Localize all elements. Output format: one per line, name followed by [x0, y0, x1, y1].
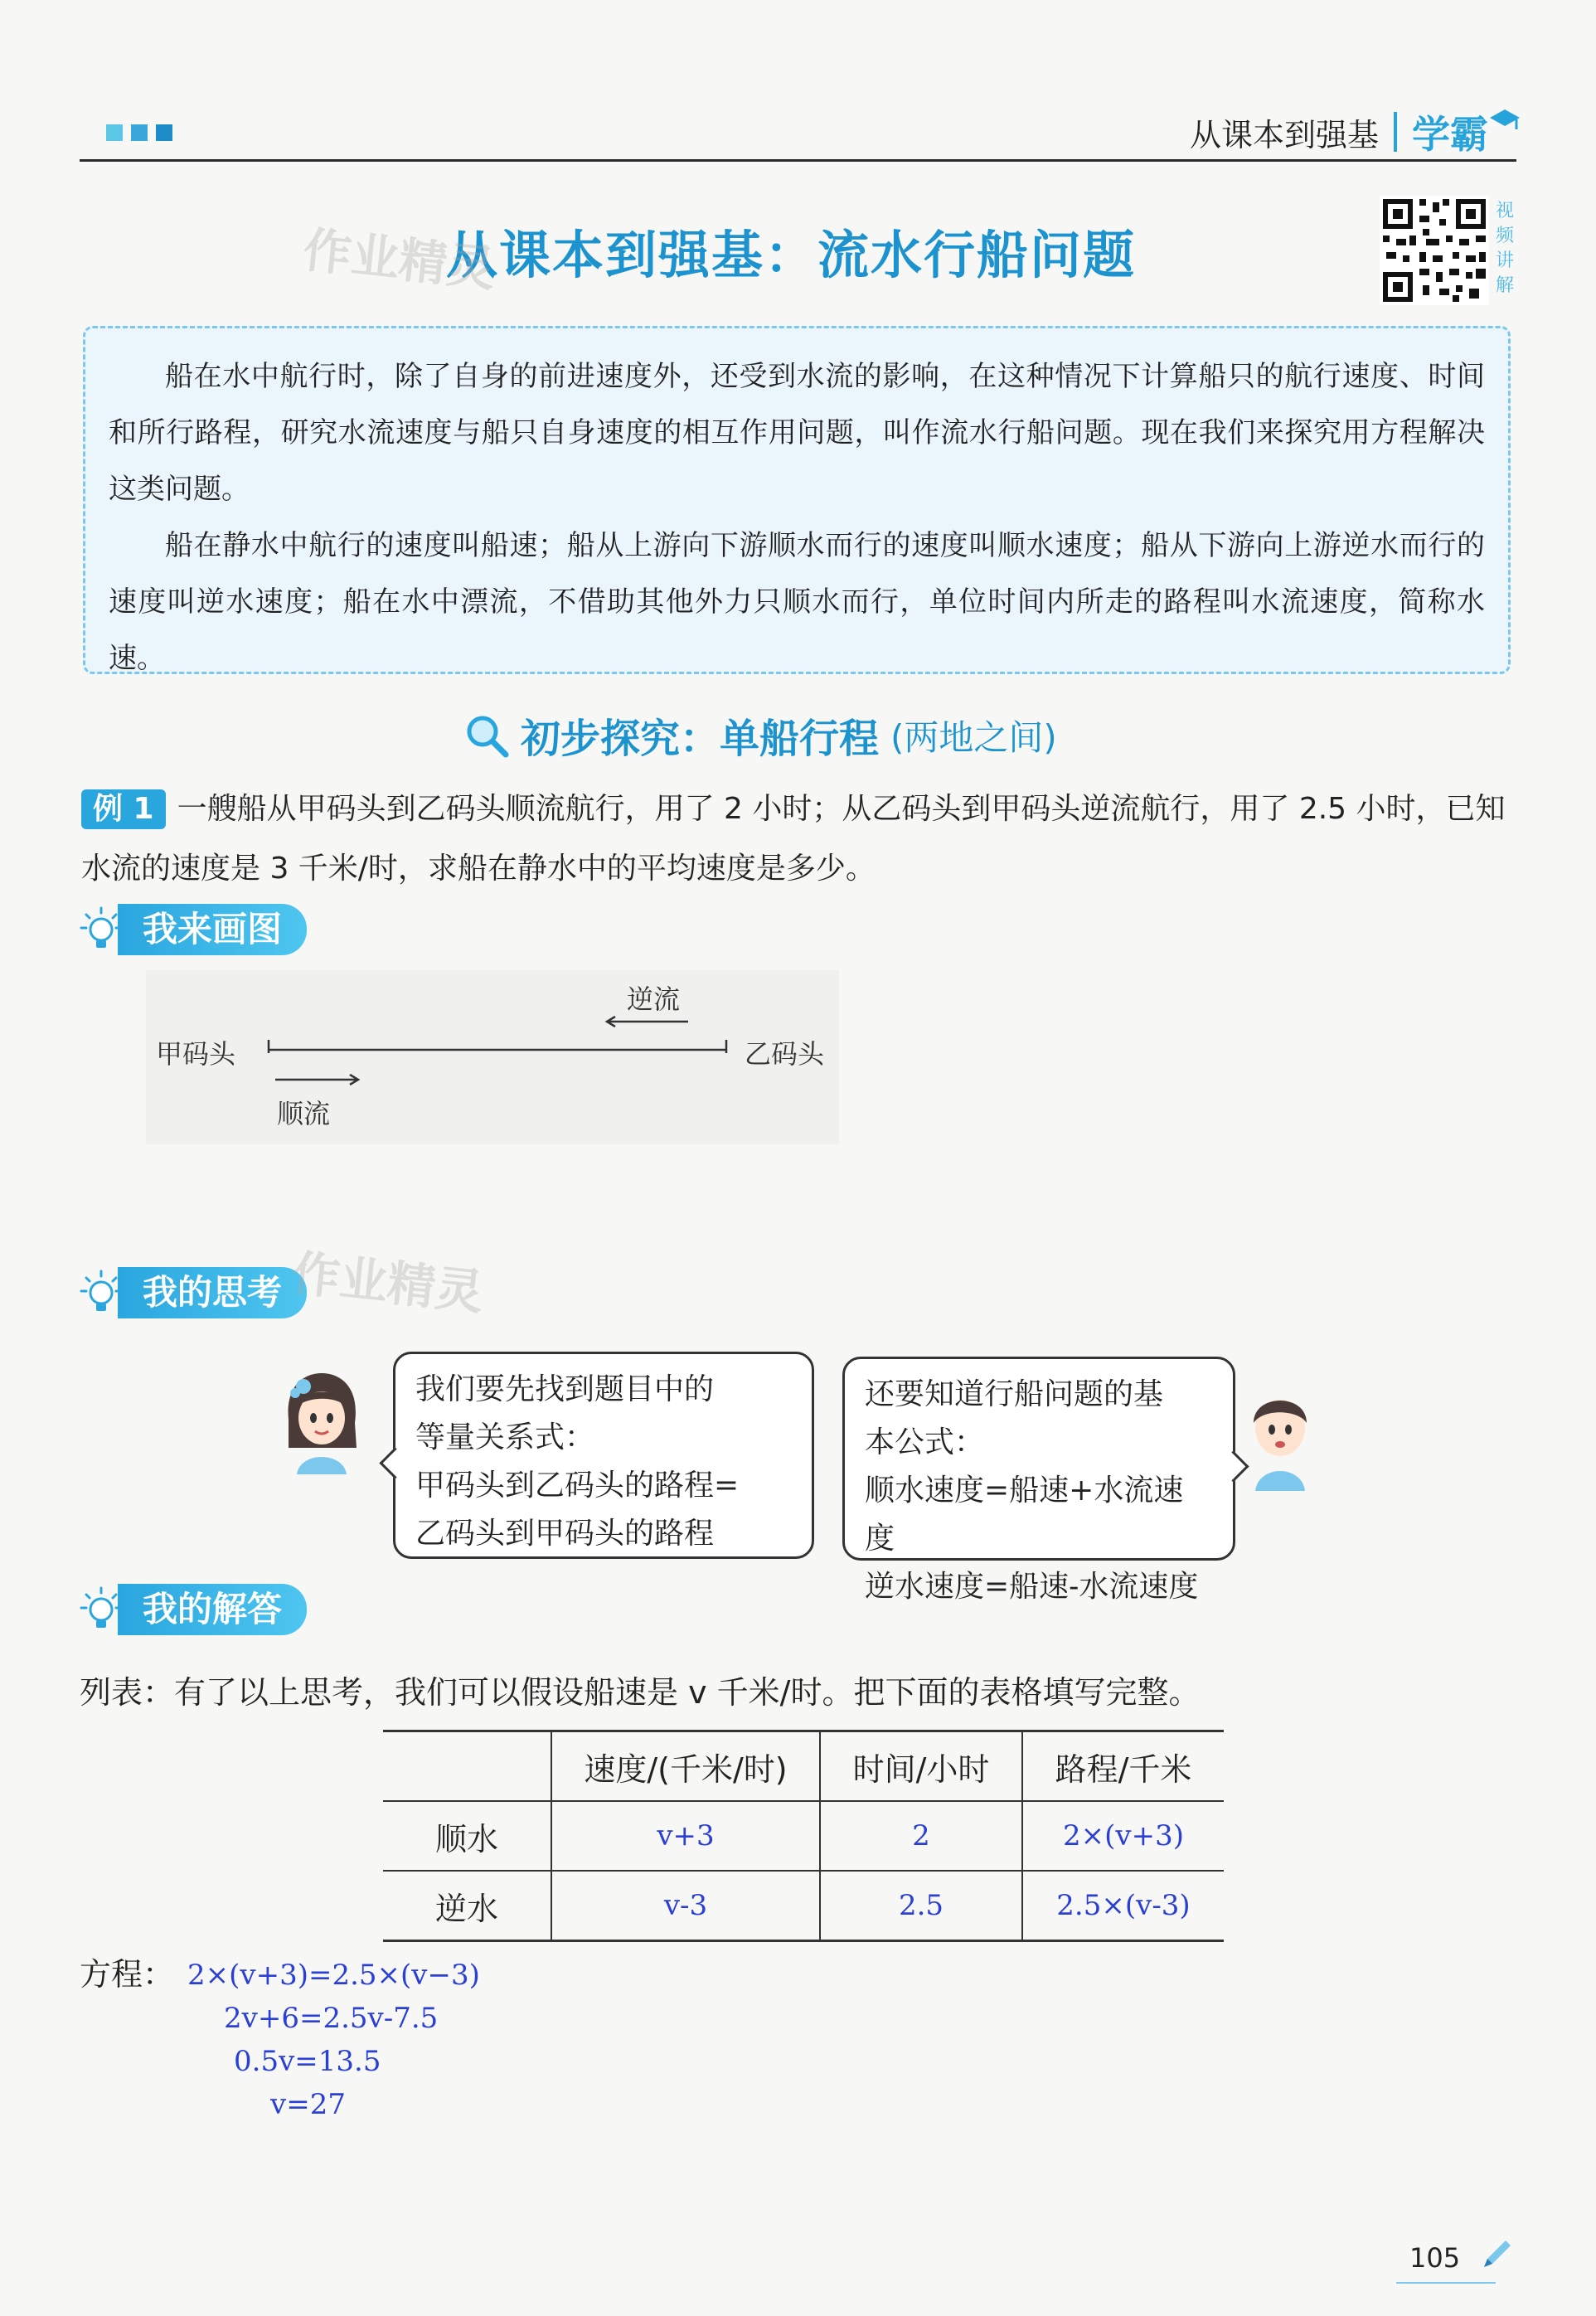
table-answer-cell[interactable]: 2.5 [820, 1871, 1022, 1941]
equation-line: 2v+6=2.5v-7.5 [224, 2002, 439, 2035]
bubble-line: 顺水速度=船速+水流速度 [865, 1474, 1184, 1556]
speech-bubble-right [842, 1357, 1235, 1604]
diagram-label-downstream: 顺流 [277, 1098, 331, 1129]
header-decoration [106, 124, 172, 141]
table-row [383, 1871, 1224, 1941]
watermark: 作业精灵 [289, 1245, 487, 1321]
equation-line: 0.5v=13.5 [234, 2045, 381, 2078]
bubble-line: 等量关系式： [415, 1420, 595, 1454]
diagram [146, 970, 839, 1144]
diagram-label-right: 乙码头 [745, 1038, 825, 1070]
example-badge: 例 1 [81, 789, 166, 829]
pill-label: 我的解答 [118, 1584, 307, 1635]
equation-line: 2×(v+3)=2.5×(v−3) [187, 1959, 480, 1992]
lightbulb-icon [80, 1586, 123, 1633]
table-row [383, 1801, 1224, 1871]
intro-box [83, 326, 1511, 674]
header-divider [1394, 112, 1397, 152]
section-title: 初步探究：单船行程 [521, 716, 880, 762]
speech-bubble-left [393, 1352, 814, 1559]
equation-line: v=27 [270, 2088, 346, 2121]
table-answer-cell[interactable]: 2 [820, 1801, 1022, 1871]
pencil-icon [1477, 2236, 1516, 2274]
section-heading [464, 706, 1057, 764]
bubble-line: 逆水速度=船速-水流速度 [865, 1570, 1199, 1604]
intro-paragraph: 船在水中航行时，除了自身的前进速度外，还受到水流的影响，在这种情况下计算船只的航行速度、时间和所行路程，研究水流速度与船只自身速度的相互作用问题，叫作流水行船问题。现在我们来探究用方程解决这类问题。 [109, 360, 1485, 506]
pill-draw [80, 904, 307, 955]
table-header: 速度/(千米/时) [551, 1731, 820, 1802]
table-header [383, 1731, 551, 1802]
table-cell: 逆水 [383, 1871, 551, 1941]
section-subtitle: (两地之间) [890, 716, 1057, 758]
magnifier-icon [464, 713, 509, 758]
girl-avatar [280, 1368, 363, 1474]
bubble-line: 本公式： [865, 1425, 985, 1459]
header-series: 从课本到强基 [1189, 116, 1379, 153]
pill-think [80, 1267, 307, 1318]
lightbulb-icon [80, 1270, 123, 1316]
table-header-row [383, 1731, 1224, 1802]
graduation-cap-icon [1488, 104, 1521, 138]
example-text: 一艘船从甲码头到乙码头顺流航行，用了 2 小时；从乙码头到甲码头逆流航行，用了 2.5 小时，已知水流的速度是 3 千米/时，求船在静水中的平均速度是多少。 [81, 792, 1506, 886]
pill-label: 我来画图 [118, 904, 307, 955]
qr-code-icon[interactable] [1380, 196, 1489, 305]
qr-label: 视频讲解 [1496, 201, 1515, 296]
speed-table [383, 1730, 1224, 1942]
page-number: 105 [1409, 2242, 1461, 2274]
diagram-label-left: 甲码头 [156, 1038, 236, 1070]
pill-answer [80, 1584, 307, 1635]
lightbulb-icon [80, 906, 123, 953]
table-cell: 顺水 [383, 1801, 551, 1871]
header-brand-logo: 学霸 [1412, 112, 1488, 157]
page-number-rule [1396, 2282, 1496, 2284]
diagram-label-upstream: 逆流 [627, 983, 681, 1015]
table-answer-cell[interactable]: 2×(v+3) [1022, 1801, 1224, 1871]
example-problem [81, 779, 1514, 899]
pill-label: 我的思考 [118, 1267, 307, 1318]
table-answer-cell[interactable]: v+3 [551, 1801, 820, 1871]
watermark: 作业精灵 [300, 221, 498, 298]
intro-paragraph: 船在静水中航行的速度叫船速；船从上游向下游顺水而行的速度叫顺水速度；船从下游向上游逆水而行的速度叫逆水速度；船在水中漂流，不借助其他外力只顺水而行，单位时间内所走的路程叫水流速度，简称水速。 [109, 529, 1485, 675]
bubble-line: 乙码头到甲码头的路程 [415, 1517, 715, 1551]
equation-label: 方程： [80, 1956, 175, 1993]
table-prompt: 列表：有了以上思考，我们可以假设船速是 v 千米/时。把下面的表格填写完整。 [80, 1674, 1201, 1711]
page-title: 从课本到强基：流水行船问题 [446, 225, 1137, 285]
bubble-line: 甲码头到乙码头的路程= [415, 1469, 740, 1503]
bubble-line: 我们要先找到题目中的 [415, 1372, 715, 1406]
bubble-line: 还要知道行船问题的基 [865, 1377, 1164, 1411]
table-header: 时间/小时 [820, 1731, 1022, 1802]
table-header: 路程/千米 [1022, 1731, 1224, 1802]
boy-avatar [1239, 1385, 1322, 1491]
table-answer-cell[interactable]: v-3 [551, 1871, 820, 1941]
header-right [1190, 104, 1521, 159]
river-line [146, 970, 839, 1144]
table-answer-cell[interactable]: 2.5×(v-3) [1022, 1871, 1224, 1941]
header-rule [80, 159, 1516, 162]
